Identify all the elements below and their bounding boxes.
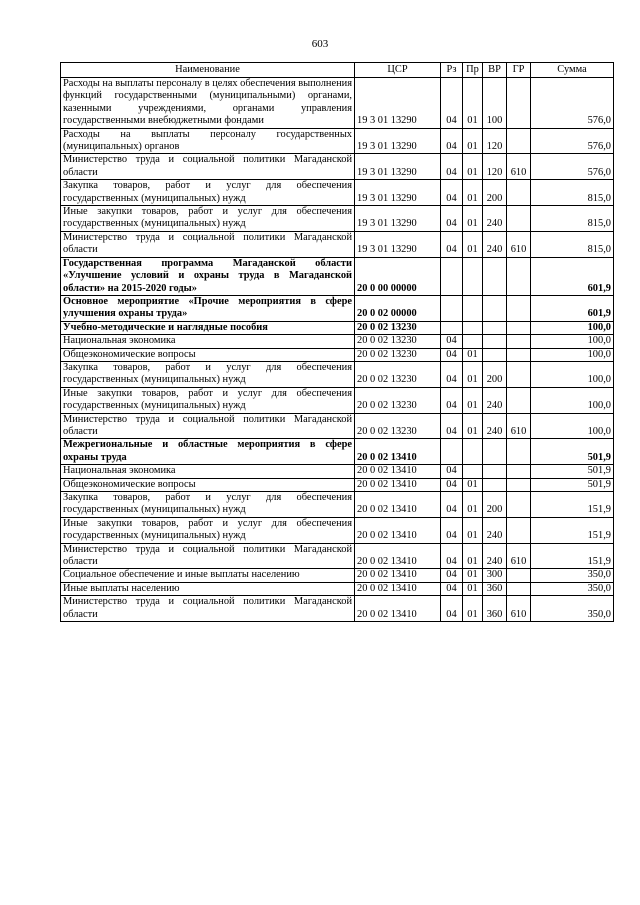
cell-rz: 04 <box>441 569 463 582</box>
cell-gr <box>507 387 531 413</box>
table-body <box>61 78 614 622</box>
table-row <box>61 387 614 413</box>
cell-name: Национальная экономика <box>61 465 355 478</box>
table-row <box>61 543 614 569</box>
cell-rz: 04 <box>441 478 463 491</box>
cell-pr: 01 <box>463 569 483 582</box>
cell-rz: 04 <box>441 517 463 543</box>
cell-name: Социальное обеспечение и иные выплаты населению <box>61 569 355 582</box>
cell-sum: 100,0 <box>531 321 614 334</box>
cell-name: Министерство труда и социальной политики Магаданской области <box>61 596 355 622</box>
cell-csr: 20 0 02 00000 <box>355 295 441 321</box>
cell-csr: 20 0 02 13410 <box>355 478 441 491</box>
cell-sum: 576,0 <box>531 128 614 154</box>
cell-name: Иные выплаты населению <box>61 582 355 595</box>
header-csr: ЦСР <box>355 63 441 78</box>
cell-gr: 610 <box>507 543 531 569</box>
cell-gr <box>507 465 531 478</box>
cell-gr <box>507 348 531 361</box>
cell-gr <box>507 492 531 518</box>
table-row <box>61 596 614 622</box>
cell-csr: 19 3 01 13290 <box>355 231 441 257</box>
cell-rz: 04 <box>441 154 463 180</box>
cell-vr <box>483 321 507 334</box>
cell-csr: 20 0 00 00000 <box>355 257 441 295</box>
cell-vr: 200 <box>483 361 507 387</box>
cell-gr <box>507 257 531 295</box>
cell-vr: 240 <box>483 231 507 257</box>
cell-gr: 610 <box>507 154 531 180</box>
cell-csr: 19 3 01 13290 <box>355 154 441 180</box>
cell-csr: 19 3 01 13290 <box>355 128 441 154</box>
cell-csr: 20 0 02 13410 <box>355 582 441 595</box>
cell-gr <box>507 128 531 154</box>
table-row <box>61 517 614 543</box>
table-row <box>61 180 614 206</box>
cell-gr <box>507 206 531 232</box>
cell-rz <box>441 439 463 465</box>
cell-sum: 815,0 <box>531 180 614 206</box>
cell-pr: 01 <box>463 348 483 361</box>
cell-rz: 04 <box>441 206 463 232</box>
cell-rz <box>441 257 463 295</box>
cell-csr: 20 0 02 13410 <box>355 439 441 465</box>
cell-gr <box>507 478 531 491</box>
cell-pr: 01 <box>463 596 483 622</box>
cell-csr: 19 3 01 13290 <box>355 206 441 232</box>
cell-csr: 20 0 02 13230 <box>355 348 441 361</box>
table-header-row <box>61 63 614 78</box>
cell-sum: 501,9 <box>531 478 614 491</box>
cell-rz <box>441 321 463 334</box>
cell-pr: 01 <box>463 78 483 129</box>
cell-sum: 151,9 <box>531 517 614 543</box>
cell-name: Закупка товаров, работ и услуг для обеспечения государственных (муниципальных) нужд <box>61 361 355 387</box>
cell-sum: 501,9 <box>531 465 614 478</box>
cell-pr: 01 <box>463 543 483 569</box>
cell-name: Государственная программа Магаданской области «Улучшение условий и охраны труда в Магаданской области» на 2015-2020 годы» <box>61 257 355 295</box>
cell-name: Межрегиональные и областные мероприятия в сфере охраны труда <box>61 439 355 465</box>
table-row <box>61 582 614 595</box>
cell-gr: 610 <box>507 413 531 439</box>
cell-pr: 01 <box>463 387 483 413</box>
cell-rz: 04 <box>441 413 463 439</box>
table-row <box>61 492 614 518</box>
header-rz: Рз <box>441 63 463 78</box>
cell-name: Общеэкономические вопросы <box>61 348 355 361</box>
header-pr: Пр <box>463 63 483 78</box>
table-row <box>61 206 614 232</box>
table-row <box>61 321 614 334</box>
cell-vr: 360 <box>483 596 507 622</box>
cell-sum: 100,0 <box>531 387 614 413</box>
cell-vr <box>483 335 507 348</box>
cell-pr: 01 <box>463 206 483 232</box>
cell-vr <box>483 257 507 295</box>
table-row <box>61 465 614 478</box>
cell-rz: 04 <box>441 596 463 622</box>
cell-sum: 350,0 <box>531 596 614 622</box>
cell-rz: 04 <box>441 492 463 518</box>
cell-vr <box>483 465 507 478</box>
cell-pr: 01 <box>463 361 483 387</box>
cell-name: Иные закупки товаров, работ и услуг для обеспечения государственных (муниципальных) нужд <box>61 206 355 232</box>
cell-vr: 240 <box>483 543 507 569</box>
table-row <box>61 128 614 154</box>
cell-sum: 100,0 <box>531 413 614 439</box>
cell-csr: 20 0 02 13230 <box>355 335 441 348</box>
cell-sum: 100,0 <box>531 361 614 387</box>
cell-csr: 19 3 01 13290 <box>355 78 441 129</box>
cell-pr <box>463 439 483 465</box>
cell-pr: 01 <box>463 231 483 257</box>
cell-csr: 20 0 02 13410 <box>355 543 441 569</box>
cell-pr: 01 <box>463 413 483 439</box>
cell-pr <box>463 335 483 348</box>
cell-pr: 01 <box>463 582 483 595</box>
table-row <box>61 335 614 348</box>
cell-name: Иные закупки товаров, работ и услуг для обеспечения государственных (муниципальных) нужд <box>61 517 355 543</box>
cell-vr: 240 <box>483 206 507 232</box>
cell-vr: 200 <box>483 492 507 518</box>
cell-gr <box>507 335 531 348</box>
table-row <box>61 231 614 257</box>
budget-table <box>60 62 614 622</box>
cell-sum: 100,0 <box>531 335 614 348</box>
cell-pr: 01 <box>463 154 483 180</box>
table-row <box>61 154 614 180</box>
cell-pr: 01 <box>463 478 483 491</box>
table-row <box>61 478 614 491</box>
cell-csr: 20 0 02 13230 <box>355 321 441 334</box>
cell-sum: 601,9 <box>531 257 614 295</box>
cell-gr <box>507 78 531 129</box>
cell-pr <box>463 321 483 334</box>
cell-gr <box>507 180 531 206</box>
cell-gr <box>507 361 531 387</box>
cell-pr: 01 <box>463 517 483 543</box>
cell-gr <box>507 582 531 595</box>
cell-name: Национальная экономика <box>61 335 355 348</box>
cell-rz: 04 <box>441 180 463 206</box>
cell-vr: 100 <box>483 78 507 129</box>
table-row <box>61 348 614 361</box>
cell-gr: 610 <box>507 596 531 622</box>
cell-rz: 04 <box>441 128 463 154</box>
table-row <box>61 413 614 439</box>
cell-csr: 20 0 02 13410 <box>355 596 441 622</box>
cell-gr <box>507 295 531 321</box>
cell-csr: 20 0 02 13410 <box>355 465 441 478</box>
cell-pr: 01 <box>463 492 483 518</box>
cell-sum: 350,0 <box>531 582 614 595</box>
table-row <box>61 569 614 582</box>
cell-csr: 20 0 02 13410 <box>355 517 441 543</box>
cell-sum: 576,0 <box>531 78 614 129</box>
cell-pr: 01 <box>463 128 483 154</box>
cell-name: Общеэкономические вопросы <box>61 478 355 491</box>
cell-csr: 20 0 02 13230 <box>355 387 441 413</box>
cell-rz: 04 <box>441 78 463 129</box>
cell-vr: 200 <box>483 180 507 206</box>
cell-sum: 100,0 <box>531 348 614 361</box>
cell-name: Учебно-методические и наглядные пособия <box>61 321 355 334</box>
cell-gr: 610 <box>507 231 531 257</box>
cell-rz <box>441 295 463 321</box>
cell-rz: 04 <box>441 387 463 413</box>
cell-rz: 04 <box>441 231 463 257</box>
cell-sum: 576,0 <box>531 154 614 180</box>
table-row <box>61 439 614 465</box>
cell-vr <box>483 439 507 465</box>
cell-name: Закупка товаров, работ и услуг для обеспечения государственных (муниципальных) нужд <box>61 180 355 206</box>
cell-name: Министерство труда и социальной политики Магаданской области <box>61 231 355 257</box>
cell-vr: 300 <box>483 569 507 582</box>
page-number: 603 <box>311 38 329 50</box>
cell-vr: 240 <box>483 413 507 439</box>
cell-rz: 04 <box>441 465 463 478</box>
cell-rz: 04 <box>441 582 463 595</box>
cell-vr <box>483 478 507 491</box>
cell-vr: 120 <box>483 128 507 154</box>
cell-gr <box>507 439 531 465</box>
cell-vr <box>483 295 507 321</box>
cell-gr <box>507 517 531 543</box>
cell-pr: 01 <box>463 180 483 206</box>
cell-sum: 601,9 <box>531 295 614 321</box>
cell-sum: 151,9 <box>531 492 614 518</box>
table-row <box>61 257 614 295</box>
table-row <box>61 361 614 387</box>
header-sum: Сумма <box>531 63 614 78</box>
cell-vr: 240 <box>483 387 507 413</box>
cell-rz: 04 <box>441 361 463 387</box>
cell-csr: 20 0 02 13410 <box>355 492 441 518</box>
cell-sum: 501,9 <box>531 439 614 465</box>
cell-name: Министерство труда и социальной политики Магаданской области <box>61 154 355 180</box>
table-row <box>61 295 614 321</box>
cell-pr <box>463 257 483 295</box>
header-gr: ГР <box>507 63 531 78</box>
cell-sum: 815,0 <box>531 206 614 232</box>
cell-csr: 20 0 02 13230 <box>355 361 441 387</box>
cell-vr: 120 <box>483 154 507 180</box>
cell-sum: 151,9 <box>531 543 614 569</box>
cell-sum: 815,0 <box>531 231 614 257</box>
cell-csr: 20 0 02 13410 <box>355 569 441 582</box>
header-vr: ВР <box>483 63 507 78</box>
cell-name: Министерство труда и социальной политики Магаданской области <box>61 413 355 439</box>
cell-gr <box>507 321 531 334</box>
cell-rz: 04 <box>441 543 463 569</box>
cell-vr: 360 <box>483 582 507 595</box>
cell-name: Расходы на выплаты персоналу в целях обеспечения выполнения функций государственными (муниципальными) органами, казенными учреждениями, органами управления государственными внебюджетными фондами <box>61 78 355 129</box>
cell-vr: 240 <box>483 517 507 543</box>
cell-name: Основное мероприятие «Прочие мероприятия в сфере улучшения охраны труда» <box>61 295 355 321</box>
cell-csr: 20 0 02 13230 <box>355 413 441 439</box>
cell-name: Иные закупки товаров, работ и услуг для обеспечения государственных (муниципальных) нужд <box>61 387 355 413</box>
cell-rz: 04 <box>441 335 463 348</box>
cell-vr <box>483 348 507 361</box>
cell-pr <box>463 295 483 321</box>
cell-rz: 04 <box>441 348 463 361</box>
cell-name: Закупка товаров, работ и услуг для обеспечения государственных (муниципальных) нужд <box>61 492 355 518</box>
header-name: Наименование <box>61 63 355 78</box>
cell-gr <box>507 569 531 582</box>
cell-name: Расходы на выплаты персоналу государственных (муниципальных) органов <box>61 128 355 154</box>
cell-sum: 350,0 <box>531 569 614 582</box>
cell-csr: 19 3 01 13290 <box>355 180 441 206</box>
cell-name: Министерство труда и социальной политики Магаданской области <box>61 543 355 569</box>
cell-pr <box>463 465 483 478</box>
table-row <box>61 78 614 129</box>
